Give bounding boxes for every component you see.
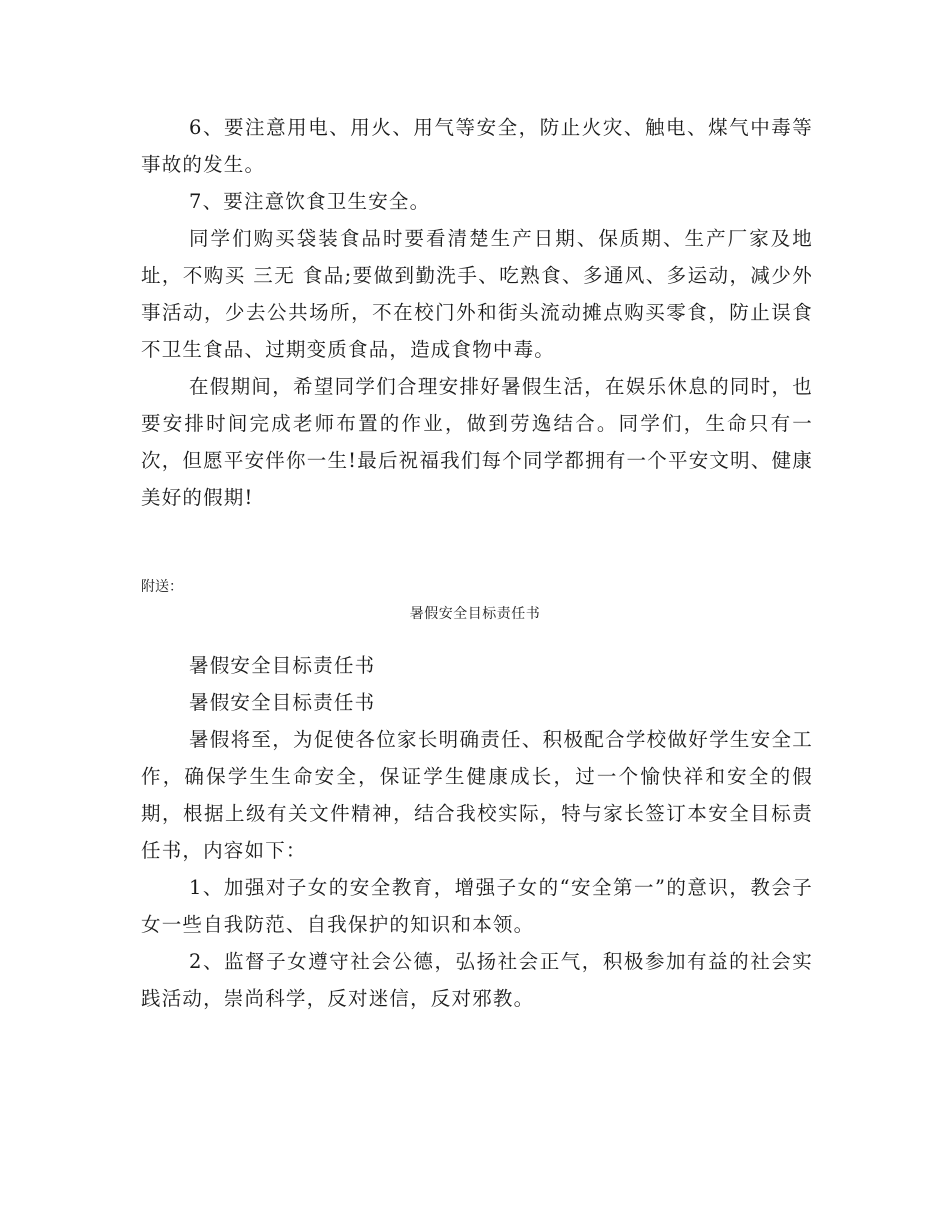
appendix-title: 暑假安全目标责任书	[409, 606, 541, 622]
paragraph-item-1: 1、加强对子女的安全教育，增强子女的“安全第一”的意识，教会子女一些自我防范、自我保护的知识和本领。	[141, 876, 813, 936]
paragraph-item-6: 6、要注意用电、用火、用气等安全，防止火灾、触电、煤气中毒等事故的发生。	[141, 116, 813, 176]
appendix-label: 附送：	[141, 579, 183, 595]
paragraph-closing: 在假期间，希望同学们合理安排好暑假生活，在娱乐休息的同时，也要安排时间完成老师布置的作业，做到劳逸结合。同学们，生命只有一次，但愿平安伴你一生!最后祝福我们每个同学都拥有一个平安文明、健康美好的假期!	[141, 375, 813, 509]
paragraph-item-7: 7、要注意饮食卫生安全。	[189, 190, 431, 213]
paragraph-item-2: 2、监督子女遵守社会公德，弘扬社会正气，积极参加有益的社会实践活动，崇尚科学，反对迷信，反对邪教。	[141, 950, 813, 1010]
paragraph-intro: 暑假将至，为促使各位家长明确责任、积极配合学校做好学生安全工作，确保学生生命安全，保证学生健康成长，过一个愉快祥和安全的假期，根据上级有关文件精神，结合我校实际，特与家长签订本安全目标责任书，内容如下：	[141, 728, 813, 862]
section-heading: 暑假安全目标责任书	[189, 654, 376, 677]
paragraph-food-safety: 同学们购买袋装食品时要看清楚生产日期、保质期、生产厂家及地址，不购买 三无 食品;要做到勤洗手、吃熟食、多通风、多运动，减少外事活动，少去公共场所，不在校门外和街头流动摊点购买零食，防止误食不卫生食品、过期变质食品，造成食物中毒。	[141, 227, 813, 361]
body-text-top	[141, 109, 813, 516]
body-text-bottom	[141, 647, 813, 1017]
section-heading-repeat: 暑假安全目标责任书	[189, 691, 376, 714]
